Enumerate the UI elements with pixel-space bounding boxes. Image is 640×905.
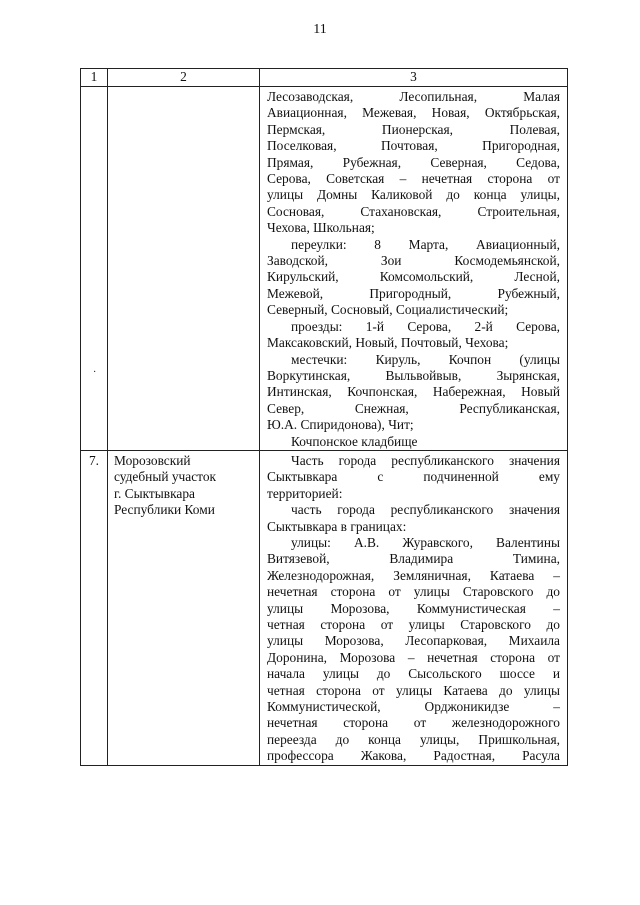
description-line: Пермская, Пионерская, Полевая, — [267, 121, 560, 137]
description-line: Часть города республиканского значения — [291, 452, 560, 468]
table-header-row — [81, 69, 568, 87]
description-line: Северный, Сосновый, Социалистический; — [267, 302, 509, 318]
scan-mark: · — [93, 367, 97, 378]
description-line: Сыктывкара в границах: — [267, 518, 407, 534]
description-line: проезды: 1-й Серова, 2-й Серова, — [291, 318, 560, 334]
description-line: профессора Жакова, Радостная, Расула — [267, 748, 560, 764]
description-line: Поселковая, Почтовая, Пригородная, — [267, 138, 560, 154]
description-line: Коммунистической, Орджоникидзе – — [267, 699, 560, 715]
description-line: Кирульский, Комсомольский, Лесной, — [267, 269, 560, 285]
description-line: Сыктывкара с подчиненной ему — [267, 469, 560, 485]
description-line: Чехова, Школьная; — [267, 220, 375, 236]
header-cell-3: 3 — [260, 69, 568, 87]
description-line: Север, Снежная, Республиканская, — [267, 400, 560, 416]
districts-table — [80, 68, 568, 766]
description-line: улицы: А.В. Журавского, Валентины — [291, 534, 560, 550]
description-line: Воркутинская, Выльвойвыв, Зырянская, — [267, 367, 560, 383]
header-cell-2: 2 — [108, 69, 260, 87]
description-line: местечки: Кируль, Кочпон (улицы — [291, 351, 560, 367]
row-number: 7. — [81, 450, 108, 765]
description-line: нечетная сторона от улицы Старовского до — [267, 584, 560, 600]
description-line: улицы Домны Каликовой до конца улицы, — [267, 187, 560, 203]
district-line: Морозовский — [114, 452, 191, 468]
description-line: территорией: — [267, 485, 343, 501]
description-line: переулки: 8 Марта, Авиационный, — [291, 236, 560, 252]
description-line: улицы Морозова, Лесопарковая, Михаила — [267, 633, 560, 649]
row-number — [81, 87, 108, 451]
description-line: четная сторона от улицы Катаева до улицы — [267, 682, 560, 698]
description-line: Ю.А. Спиридонова), Чит; — [267, 417, 414, 433]
table-row — [81, 87, 568, 451]
description-line: Прямая, Рубежная, Северная, Седова, — [267, 154, 560, 170]
description-line: Заводской, Зои Космодемьянской, — [267, 253, 560, 269]
district-line: судебный участок — [114, 469, 217, 485]
description-line: начала улицы до Сысольского шоссе и — [267, 666, 560, 682]
territory-description — [260, 87, 568, 451]
description-line: Железнодорожная, Земляничная, Катаева – — [267, 567, 560, 583]
description-line: Межевой, Пригородный, Рубежный, — [267, 285, 560, 301]
district-line: Республики Коми — [114, 502, 215, 518]
district-line: г. Сыктывкара — [114, 485, 195, 501]
description-line: переезда до конца улицы, Пришкольная, — [267, 731, 560, 747]
description-line: Максаковский, Новый, Почтовый, Чехова; — [267, 335, 509, 351]
description-line: нечетная сторона от железнодорожного — [267, 715, 560, 731]
description-line: четная сторона от улицы Старовского до — [267, 617, 560, 632]
description-line: Кочпонское кладбище — [291, 433, 418, 449]
description-line: Интинская, Кочпонская, Набережная, Новый — [267, 384, 560, 400]
description-line: Серова, Советская – нечетная сторона от — [267, 171, 560, 187]
description-line: Авиационная, Межевая, Новая, Октябрьская, — [267, 105, 560, 121]
table-row — [81, 450, 568, 765]
description-line: Доронина, Морозова – нечетная сторона от — [267, 649, 560, 665]
description-line: Лесозаводская, Лесопильная, Малая — [267, 89, 560, 104]
description-line: Витязевой, Владимира Тимина, — [267, 551, 560, 567]
district-name — [108, 87, 260, 451]
district-name — [108, 450, 260, 765]
description-line: часть города республиканского значения — [291, 502, 560, 518]
description-line: Сосновая, Стахановская, Строительная, — [267, 203, 560, 219]
description-line: улицы Морозова, Коммунистическая – — [267, 600, 560, 616]
territory-description — [260, 450, 568, 765]
header-cell-1: 1 — [81, 69, 108, 87]
page-number: 11 — [313, 22, 327, 37]
